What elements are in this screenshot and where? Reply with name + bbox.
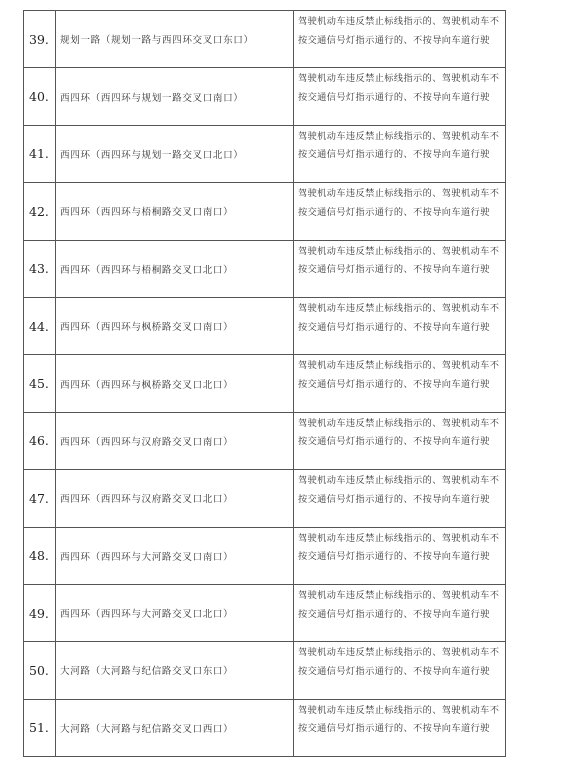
violation-cell: 驾驶机动车违反禁止标线指示的、驾驶机动车不按交通信号灯指示通行的、不按导向车道行驶 <box>294 183 506 240</box>
row-number: 43. <box>24 240 56 297</box>
violation-cell: 驾驶机动车违反禁止标线指示的、驾驶机动车不按交通信号灯指示通行的、不按导向车道行驶 <box>294 584 506 641</box>
table-row <box>24 68 506 125</box>
table-row <box>24 642 506 699</box>
location-cell: 西四环（西四环与梧桐路交叉口北口） <box>56 240 294 297</box>
location-cell: 规划一路（规划一路与西四环交叉口东口） <box>56 11 294 68</box>
row-number: 51. <box>24 699 56 756</box>
table-row <box>24 412 506 469</box>
row-number: 44. <box>24 297 56 354</box>
location-cell: 西四环（西四环与大河路交叉口北口） <box>56 584 294 641</box>
row-number: 49. <box>24 584 56 641</box>
location-cell: 西四环（西四环与大河路交叉口南口） <box>56 527 294 584</box>
violation-cell: 驾驶机动车违反禁止标线指示的、驾驶机动车不按交通信号灯指示通行的、不按导向车道行驶 <box>294 297 506 354</box>
table-row <box>24 11 506 68</box>
row-number: 46. <box>24 412 56 469</box>
row-number: 47. <box>24 470 56 527</box>
table-row <box>24 527 506 584</box>
table-row <box>24 699 506 756</box>
violation-cell: 驾驶机动车违反禁止标线指示的、驾驶机动车不按交通信号灯指示通行的、不按导向车道行驶 <box>294 355 506 412</box>
table-row <box>24 240 506 297</box>
violation-cell: 驾驶机动车违反禁止标线指示的、驾驶机动车不按交通信号灯指示通行的、不按导向车道行驶 <box>294 642 506 699</box>
table-row <box>24 183 506 240</box>
table-row <box>24 297 506 354</box>
violation-cell: 驾驶机动车违反禁止标线指示的、驾驶机动车不按交通信号灯指示通行的、不按导向车道行驶 <box>294 125 506 182</box>
row-number: 45. <box>24 355 56 412</box>
location-cell: 西四环（西四环与汉府路交叉口南口） <box>56 412 294 469</box>
table-row <box>24 470 506 527</box>
location-cell: 西四环（西四环与汉府路交叉口北口） <box>56 470 294 527</box>
row-number: 50. <box>24 642 56 699</box>
location-cell: 西四环（西四环与梧桐路交叉口南口） <box>56 183 294 240</box>
table-row <box>24 584 506 641</box>
table-row <box>24 355 506 412</box>
row-number: 42. <box>24 183 56 240</box>
table-row <box>24 125 506 182</box>
row-number: 40. <box>24 68 56 125</box>
violation-cell: 驾驶机动车违反禁止标线指示的、驾驶机动车不按交通信号灯指示通行的、不按导向车道行驶 <box>294 240 506 297</box>
violation-cell: 驾驶机动车违反禁止标线指示的、驾驶机动车不按交通信号灯指示通行的、不按导向车道行驶 <box>294 412 506 469</box>
location-cell: 大河路（大河路与纪信路交叉口西口） <box>56 699 294 756</box>
row-number: 41. <box>24 125 56 182</box>
location-cell: 西四环（西四环与枫桥路交叉口南口） <box>56 297 294 354</box>
row-number: 39. <box>24 11 56 68</box>
table-body <box>24 11 506 757</box>
violation-cell: 驾驶机动车违反禁止标线指示的、驾驶机动车不按交通信号灯指示通行的、不按导向车道行驶 <box>294 68 506 125</box>
location-cell: 西四环（西四环与枫桥路交叉口北口） <box>56 355 294 412</box>
location-cell: 西四环（西四环与规划一路交叉口北口） <box>56 125 294 182</box>
violation-cell: 驾驶机动车违反禁止标线指示的、驾驶机动车不按交通信号灯指示通行的、不按导向车道行驶 <box>294 11 506 68</box>
violation-cell: 驾驶机动车违反禁止标线指示的、驾驶机动车不按交通信号灯指示通行的、不按导向车道行驶 <box>294 527 506 584</box>
violation-location-table <box>23 10 506 757</box>
row-number: 48. <box>24 527 56 584</box>
violation-cell: 驾驶机动车违反禁止标线指示的、驾驶机动车不按交通信号灯指示通行的、不按导向车道行驶 <box>294 470 506 527</box>
violation-cell: 驾驶机动车违反禁止标线指示的、驾驶机动车不按交通信号灯指示通行的、不按导向车道行驶 <box>294 699 506 756</box>
location-cell: 西四环（西四环与规划一路交叉口南口） <box>56 68 294 125</box>
location-cell: 大河路（大河路与纪信路交叉口东口） <box>56 642 294 699</box>
